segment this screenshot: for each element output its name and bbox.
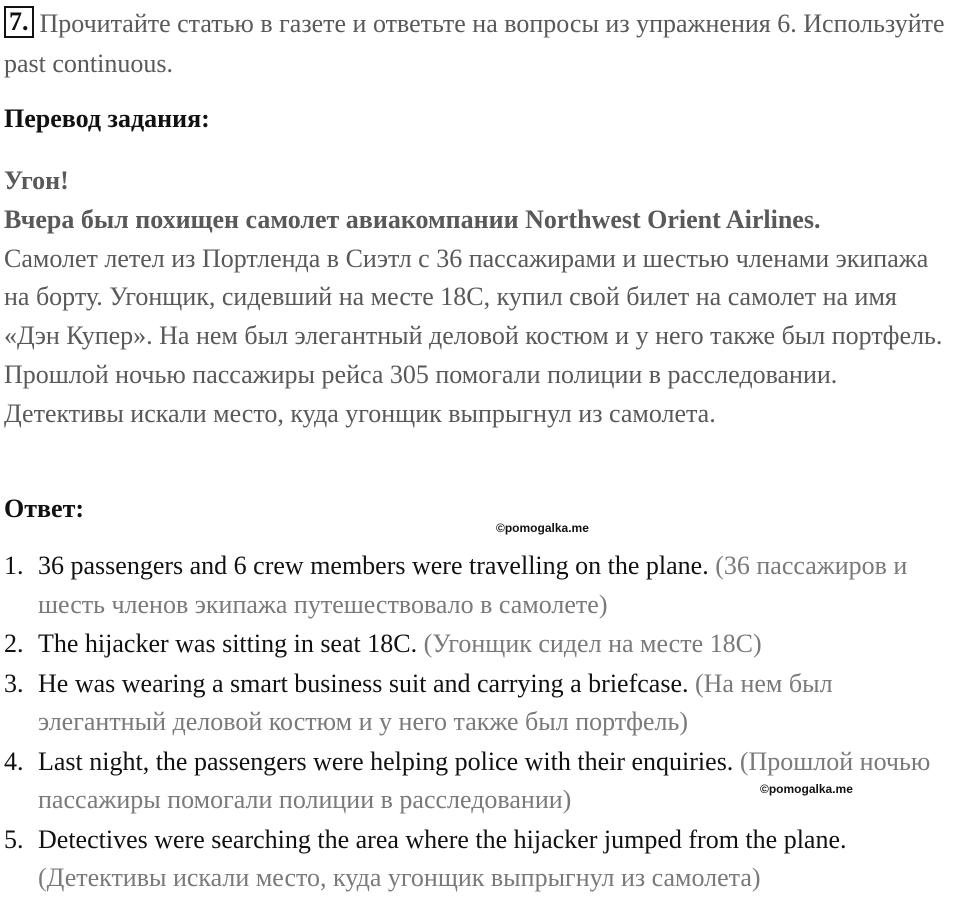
watermark: ©pomogalka.me: [760, 782, 853, 796]
answer-translation: (Прошлой ночью пассажиры помогали полиции в расследовании): [38, 746, 931, 814]
answer-english: The hijacker was sitting in seat 18C.: [38, 629, 418, 658]
answer-translation: (Угонщик сидел на месте 18С): [423, 629, 762, 658]
answer-list: [0, 547, 960, 899]
answer-translation: (Детективы искали место, куда угонщик выпрыгнул из самолета): [38, 863, 761, 892]
answer-item: [0, 625, 960, 664]
article-lead: Вчера был похищен самолет авиакомпании Northwest Orient Airlines.: [4, 204, 821, 234]
answer-number: 4.: [4, 746, 24, 776]
answer-english: He was wearing a smart business suit and carrying a briefcase.: [38, 668, 689, 698]
task-instruction: [4, 4, 954, 84]
answer-heading: Ответ:: [4, 494, 85, 523]
answer-translation: (На нем был элегантный деловой костюм и у него также был портфель): [38, 668, 833, 736]
answer-item: [0, 821, 960, 898]
answer-number: 5.: [4, 824, 24, 854]
answer-number: 2.: [4, 629, 24, 658]
task-text: Прочитайте статью в газете и ответьте на вопросы из упражнения 6. Используйте past continuous.: [4, 9, 945, 78]
article-body: Самолет летел из Портленда в Сиэтл с 36 пассажирами и шестью членами экипажа на борту. Угонщик, сидевший на месте 18С, купил свой билет на самолет на имя «Дэн Купер». На нем был элегантный деловой костюм и у него также был портфель. Прошлой ночью пассажиры рейса 305 помогали полиции в расследовании. Детективы искали место, куда угонщик выпрыгнул из самолета.: [4, 243, 943, 428]
answer-item: [0, 547, 960, 624]
watermark: ©pomogalka.me: [496, 521, 589, 535]
answer-item: [0, 743, 960, 820]
task-number-badge: 7.: [4, 6, 34, 38]
answer-number: 3.: [4, 668, 24, 698]
article-title: Угон!: [4, 166, 69, 195]
answer-number: 1.: [4, 551, 24, 580]
answer-translation: (36 пассажиров и шесть членов экипажа путешествовало в самолете): [38, 551, 908, 619]
answer-english: 36 passengers and 6 crew members were travelling on the plane.: [38, 551, 709, 580]
answer-item: [0, 665, 960, 742]
translation-heading: Перевод задания:: [4, 104, 210, 133]
answer-english: Detectives were searching the area where the hijacker jumped from the plane.: [38, 824, 847, 854]
newspaper-article: [4, 162, 956, 434]
answer-english: Last night, the passengers were helping police with their enquiries.: [38, 746, 734, 776]
